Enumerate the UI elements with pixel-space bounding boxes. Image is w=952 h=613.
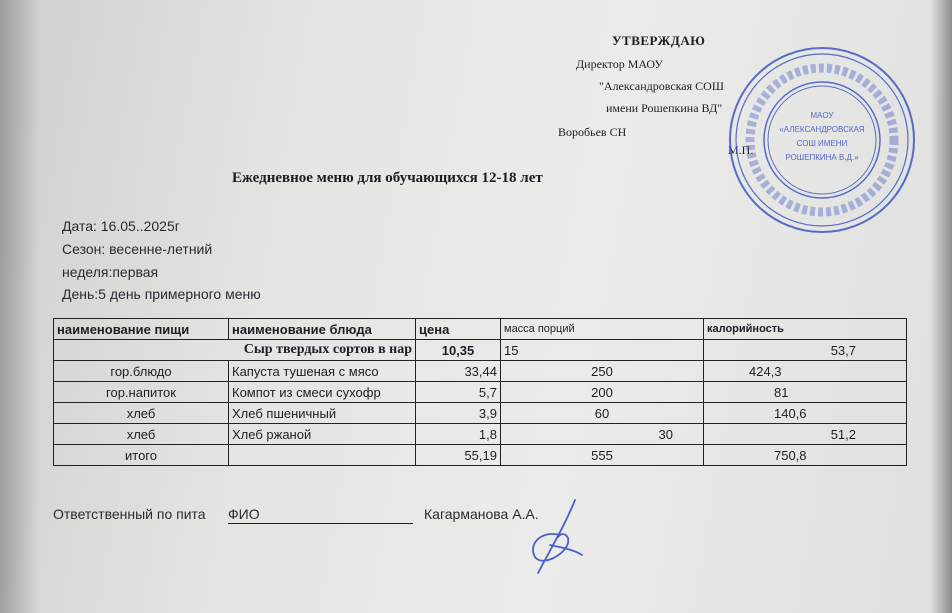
row-dish: Хлеб пшеничный xyxy=(229,403,416,424)
row-kcal: 424,3 xyxy=(704,361,907,382)
svg-text:«АЛЕКСАНДРОВСКАЯ: «АЛЕКСАНДРОВСКАЯ xyxy=(779,125,865,134)
meta-date: Дата: 16.05..2025г xyxy=(62,218,180,234)
svg-text:СОШ ИМЕНИ: СОШ ИМЕНИ xyxy=(796,139,848,148)
approval-mp: М.П. xyxy=(728,143,754,157)
row-kcal: 750,8 xyxy=(704,445,907,466)
approval-school-line2: имени Рошепкина ВД" xyxy=(606,101,723,115)
meta-week: неделя:первая xyxy=(62,264,159,280)
table-header-row xyxy=(54,319,907,340)
row-meal: итого xyxy=(54,445,229,466)
header-price: цена xyxy=(416,319,501,340)
approval-director: Воробьев СН xyxy=(558,125,627,139)
handwritten-signature xyxy=(520,495,600,580)
menu-title: Ежедневное меню для обучающихся 12-18 лет xyxy=(232,170,543,186)
row-price: 55,19 xyxy=(416,445,501,466)
page-edge xyxy=(930,0,952,613)
row-price: 5,7 xyxy=(416,382,501,403)
row-dish: Капуста тушеная с мясо xyxy=(229,361,416,382)
row-meal: хлеб xyxy=(54,403,229,424)
row-dish: Компот из смеси сухофр xyxy=(229,382,416,403)
svg-text:МАОУ: МАОУ xyxy=(810,111,834,120)
row-price: 33,44 xyxy=(416,361,501,382)
table-row xyxy=(54,382,907,403)
row-dish xyxy=(229,445,416,466)
row-meal: гор.напиток xyxy=(54,382,229,403)
row-meal: хлеб xyxy=(54,424,229,445)
table-row xyxy=(54,403,907,424)
row-kcal: 140,6 xyxy=(704,403,907,424)
approval-title: УТВЕРЖДАЮ xyxy=(612,33,706,48)
header-mass: масса порций xyxy=(501,319,704,340)
row-mass: 555 xyxy=(501,445,704,466)
row-dish: Хлеб ржаной xyxy=(229,424,416,445)
meta-season: Сезон: весенне-летний xyxy=(62,241,213,257)
signature-line xyxy=(228,523,413,524)
row-kcal: 51,2 xyxy=(704,424,907,445)
header-meal: наименование пищи xyxy=(54,319,229,340)
row-mass: 250 xyxy=(501,361,704,382)
table-row xyxy=(54,424,907,445)
row-dish: Сыр твердых сортов в нар xyxy=(54,340,416,361)
row-meal: гор.блюдо xyxy=(54,361,229,382)
row-mass: 30 xyxy=(501,424,704,445)
menu-table xyxy=(53,318,907,466)
row-mass: 15 xyxy=(501,340,704,361)
footer-name: Кагарманова А.А. xyxy=(424,506,539,522)
row-price: 1,8 xyxy=(416,424,501,445)
table-row xyxy=(54,361,907,382)
footer-responsible: Ответственный по пита xyxy=(53,506,206,522)
table-row xyxy=(54,340,907,361)
footer-fio: ФИО xyxy=(228,506,260,522)
header-dish: наименование блюда xyxy=(229,319,416,340)
row-kcal: 53,7 xyxy=(704,340,907,361)
row-price: 10,35 xyxy=(416,340,501,361)
header-kcal: калорийность xyxy=(704,319,907,340)
row-price: 3,9 xyxy=(416,403,501,424)
row-kcal: 81 xyxy=(704,382,907,403)
row-mass: 200 xyxy=(501,382,704,403)
row-mass: 60 xyxy=(501,403,704,424)
page-shadow xyxy=(0,0,40,613)
table-row xyxy=(54,445,907,466)
approval-position: Директор МАОУ xyxy=(576,57,663,71)
approval-school-line1: "Александровская СОШ xyxy=(599,79,724,93)
svg-text:РОШЕПКИНА В.Д.»: РОШЕПКИНА В.Д.» xyxy=(785,153,859,162)
official-seal-stamp xyxy=(722,40,922,240)
meta-day: День:5 день примерного меню xyxy=(62,286,261,302)
